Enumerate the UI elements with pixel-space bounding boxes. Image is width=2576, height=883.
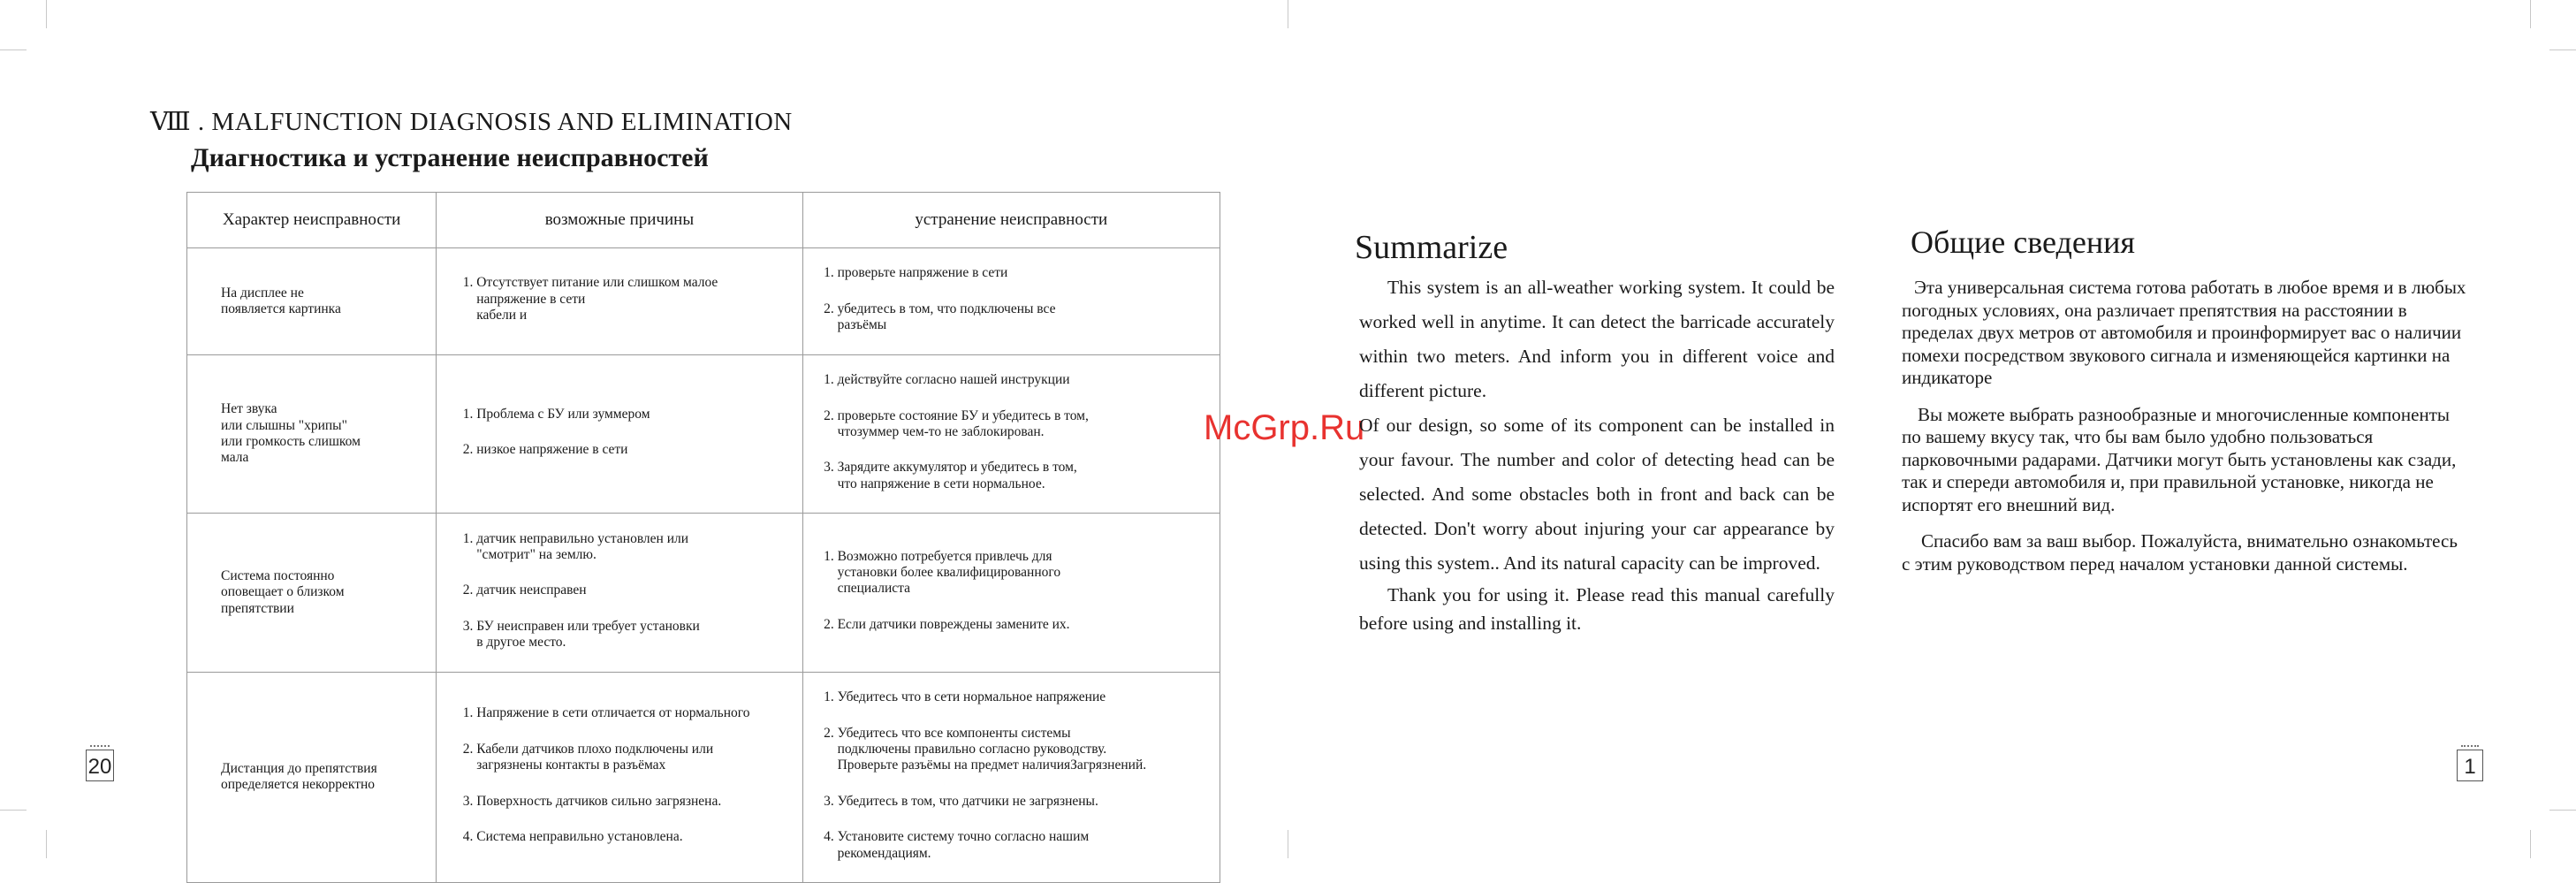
table-header: устранение неисправности: [802, 193, 1220, 248]
page-number-right: 1: [2457, 750, 2483, 781]
cause-item: 4. Система неправильно установлена.: [476, 829, 801, 845]
cause-item: 1. Отсутствует питание или слишком малое напряжение в сети кабели и: [476, 275, 801, 324]
cause-item: 2. Кабели датчиков плохо подключены или загрязнены контакты в разъёмах: [476, 742, 801, 774]
causes-cell: [437, 354, 802, 514]
fix-item: 1. действуйте согласно нашей инструкции: [838, 372, 1219, 388]
cause-item: 3. Поверхность датчиков сильно загрязнена.: [476, 794, 801, 810]
table-row: [187, 248, 1220, 355]
watermark: McGrp.Ru: [1204, 408, 1365, 447]
table-row: [187, 672, 1220, 882]
crop-mark: [2549, 810, 2576, 811]
cause-item: 1. Напряжение в сети отличается от нормального: [476, 705, 801, 721]
summary-text-en: [1359, 270, 1835, 637]
fix-item: 1. Убедитесь что в сети нормальное напряжение: [838, 689, 1219, 705]
paragraph-en: Of our design, so some of its component can be installed in your favour. The number and color of detecting head can be selected. And some obstacles both in front and back can be detected. Don't worry about injuring your car appearance by using this system.. And its natural capacity can be improved.: [1359, 415, 1835, 574]
table-header: возможные причины: [437, 193, 802, 248]
fix-item: 2. Если датчики повреждены замените их.: [838, 617, 1219, 633]
fix-item: 2. проверьте состояние БУ и убедитесь в том, чтозуммер чем-то не заблокирован.: [838, 408, 1219, 441]
paragraph-ru: Эта универсальная система готова работать в любое время и в любых погодных условиях, она различает препятствия на расстоянии в пределах двух метров от автомобиля и проинформирует вас о наличии помехи посредством звукового сигнала и изменяющейся картинки на индикаторе: [1902, 277, 2466, 388]
symptom-cell: Нет звука или слышны "хрипы" или громкость слишком мала: [187, 354, 437, 514]
fixes-cell: [802, 672, 1220, 882]
fix-item: 4. Установите систему точно согласно нашим рекомендациям.: [838, 829, 1219, 862]
fix-item: 3. Зарядите аккумулятор и убедитесь в том, что напряжение в сети нормальное.: [838, 460, 1219, 492]
crop-mark: [2549, 49, 2576, 50]
fixes-cell: [802, 248, 1220, 355]
cause-item: 1. датчик неправильно установлен или "смотрит" на землю.: [476, 531, 801, 564]
symptom-cell: На дисплее не появляется картинка: [187, 248, 437, 355]
crop-mark: [46, 830, 47, 858]
fix-item: 1. проверьте напряжение в сети: [838, 265, 1219, 281]
cause-item: 2. датчик неисправен: [476, 582, 801, 598]
table-header-row: [187, 193, 1220, 248]
paragraph-en: This system is an all-weather working system. It could be worked well in anytime. It can detect the barricade accurately within two meters. And inform you in different voice and different picture.: [1359, 277, 1835, 401]
cause-item: 1. Проблема с БУ или зуммером: [476, 407, 801, 422]
fixes-cell: [802, 514, 1220, 673]
table-row: [187, 354, 1220, 514]
symptom-cell: Система постоянно оповещает о близком препятствии: [187, 514, 437, 673]
malfunction-table: [186, 192, 1220, 883]
crop-mark: [0, 810, 27, 811]
summary-text-ru: [1902, 277, 2467, 590]
fixes-cell: [802, 354, 1220, 514]
summary-title-ru: Общие сведения: [1911, 225, 2135, 260]
page-number-left: 20: [86, 750, 114, 781]
crop-mark: [2530, 830, 2531, 858]
cause-item: 3. БУ неисправен или требует установки в другое место.: [476, 619, 801, 651]
causes-cell: [437, 672, 802, 882]
crop-mark: [46, 0, 47, 28]
paragraph-ru: Спасибо вам за ваш выбор. Пожалуйста, внимательно ознакомьтесь с этим руководством перед началом установки данной системы.: [1902, 530, 2458, 575]
crop-mark: [0, 49, 27, 50]
paragraph-en: Thank you for using it. Please read this manual carefully before using and installing it.: [1359, 584, 1835, 634]
paragraph-ru: Вы можете выбрать разнообразные и многочисленные компоненты по вашему вкусу так, что бы вам было удобно пользоваться парковочными радарами. Датчики могут быть установлены как сзади, так и спереди автомобиля и, при правильной установке, никогда не испортят его внешний вид.: [1902, 403, 2457, 515]
fix-item: 1. Возможно потребуется привлечь для установки более квалифицированного специалиста: [838, 549, 1219, 598]
section-title: Ⅷ . MALFUNCTION DIAGNOSIS AND ELIMINATION: [150, 108, 793, 136]
causes-cell: [437, 514, 802, 673]
symptom-cell: Дистанция до препятствия определяется некорректно: [187, 672, 437, 882]
fix-item: 3. Убедитесь в том, что датчики не загрязнены.: [838, 794, 1219, 810]
section-subtitle: Диагностика и устранение неисправностей: [191, 143, 709, 172]
summary-title-en: Summarize: [1355, 229, 1508, 266]
table-row: [187, 514, 1220, 673]
table-header: Характер неисправности: [187, 193, 437, 248]
fix-item: 2. Убедитесь что все компоненты системы подключены правильно согласно руководству. Проверьте разъёмы на предмет наличияЗагрязнений.: [838, 726, 1219, 774]
causes-cell: [437, 248, 802, 355]
crop-mark: [2530, 0, 2531, 28]
cause-item: 2. низкое напряжение в сети: [476, 442, 801, 458]
fix-item: 2. убедитесь в том, что подключены все разъёмы: [838, 301, 1219, 334]
